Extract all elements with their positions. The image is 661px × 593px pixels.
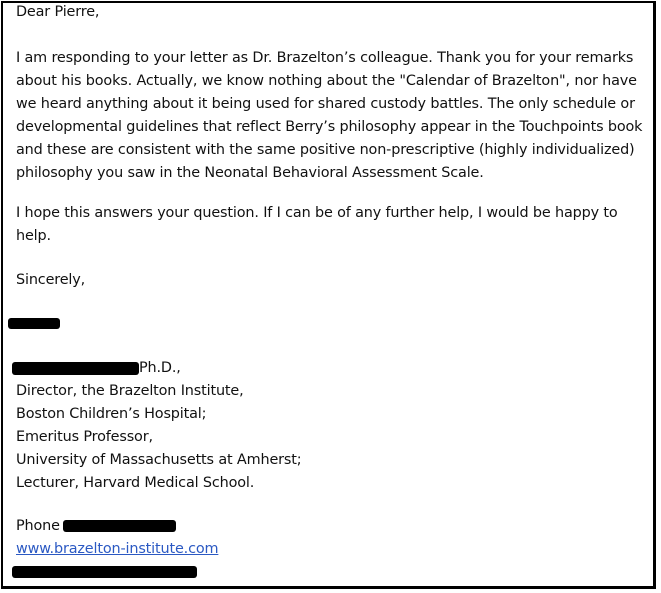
paragraph-2-line-1: I hope this answers your question. If I can be of any further help, I would be happy to <box>16 205 618 221</box>
signer-title-2: Boston Children’s Hospital; <box>16 406 207 422</box>
paragraph-2-line-2: help. <box>16 228 51 244</box>
paragraph-1-line-1: I am responding to your letter as Dr. Brazelton’s colleague. Thank you for your remarks <box>16 50 634 66</box>
letter-frame <box>1 1 656 589</box>
signer-title-4: University of Massachusetts at Amherst; <box>16 452 302 468</box>
redacted-email <box>12 566 197 578</box>
paragraph-1-line-4: developmental guidelines that reflect Berry’s philosophy appear in the Touchpoints book <box>16 119 643 135</box>
website-link[interactable]: www.brazelton-institute.com <box>16 541 219 557</box>
redacted-signature <box>8 318 60 329</box>
redacted-name <box>12 362 139 375</box>
paragraph-1-line-3: we heard anything about it being used for shared custody battles. The only schedule or <box>16 96 635 112</box>
signer-title-3: Emeritus Professor, <box>16 429 153 445</box>
paragraph-1-line-6: philosophy you saw in the Neonatal Behavioral Assessment Scale. <box>16 165 484 181</box>
closing: Sincerely, <box>16 272 86 288</box>
phone-label: Phone <box>16 518 60 534</box>
signer-title-5: Lecturer, Harvard Medical School. <box>16 475 255 491</box>
paragraph-1-line-2: about his books. Actually, we know nothing about the "Calendar of Brazelton", nor have <box>16 73 637 89</box>
greeting: Dear Pierre, <box>16 4 100 20</box>
paragraph-1-line-5: and these are consistent with the same positive non-prescriptive (highly individualized) <box>16 142 635 158</box>
redacted-phone <box>63 520 176 532</box>
signer-degree: Ph.D., <box>139 360 181 376</box>
signer-title-1: Director, the Brazelton Institute, <box>16 383 244 399</box>
